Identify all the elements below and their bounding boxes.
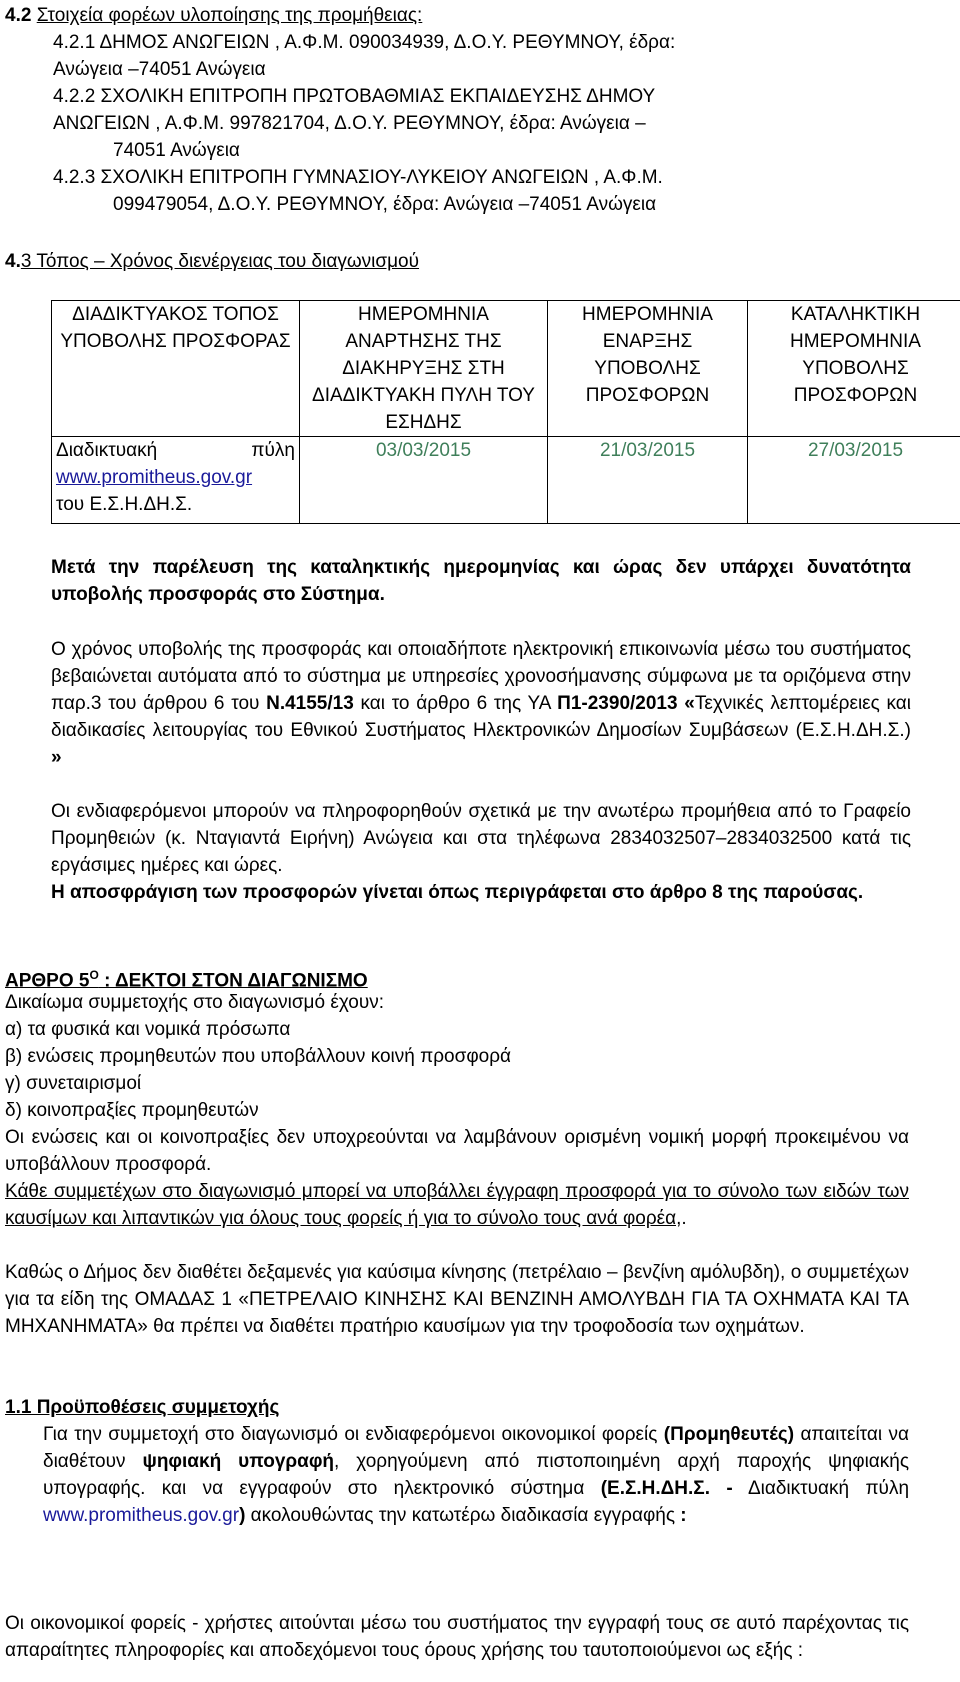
section-4-2-number: 4.2 xyxy=(5,5,32,26)
article-5-title-sup: Ο xyxy=(89,968,99,982)
final-paragraph: Οι οικονομικοί φορείς - χρήστες αιτούνται μέσω του συστήματος την εγγραφή τους σε αυτό παρέχοντας τις απαραίτητες πληροφορίες και αποδεχόμενοι τους όρους χρήσης του ταυτοποιούμενοι ως εξής : xyxy=(5,1613,909,1661)
section-4-2-heading xyxy=(5,2,422,29)
cell-end-date: 27/03/2015 xyxy=(748,437,960,524)
s11-portal-link[interactable]: www.promitheus.gov.gr xyxy=(43,1505,240,1526)
s11-p2: απαιτείται να διαθέτουν xyxy=(43,1424,909,1472)
section-4-3-number: 4. xyxy=(5,251,21,272)
section-1-1-paragraph xyxy=(43,1421,909,1529)
participant-tail: . xyxy=(681,1208,687,1229)
item-4-2-3-line1: 4.2.3 ΣΧΟΛΙΚΗ ΕΠΙΤΡΟΠΗ ΓΥΜΝΑΣΙΟΥ-ΛΥΚΕΙΟΥ ΑΝΩΓΕΙΩΝ , Α.Φ.Μ. xyxy=(53,167,663,188)
s11-p1: Για την συμμετοχή στο διαγωνισμό οι ενδιαφερόμενοι οικονομικοί φορείς xyxy=(43,1424,664,1445)
participant-paragraph xyxy=(5,1178,909,1232)
participant-text: Κάθε συμμετέχων στο διαγωνισμό μπορεί να υποβάλλει έγγραφη προσφορά για το σύνολο των ειδών των καυσίμων και λιπαντικών για όλους τους φορείς ή για το σύνολο τους ανά φορέα, xyxy=(5,1181,909,1229)
tender-dates-table xyxy=(51,300,960,524)
opening-paragraph: Η αποσφράγιση των προσφορών γίνεται όπως περιγράφεται στο άρθρο 8 της παρούσας. xyxy=(51,882,864,903)
cell-portal xyxy=(52,437,300,524)
item-4-2-1-line2: Ανώγεια –74051 Ανώγεια xyxy=(53,59,266,80)
s11-p5: ακολουθώντας την κατωτέρω διαδικασία εγγραφής xyxy=(245,1505,681,1526)
para1-decision: Π1-2390/2013 xyxy=(557,693,678,714)
header-cell-start-date: ΗΜΕΡΟΜΗΝΙΑ ΕΝΑΡΞΗΣ ΥΠΟΒΟΛΗΣ ΠΡΟΣΦΟΡΩΝ xyxy=(548,301,748,437)
portal-suffix: του Ε.Σ.Η.ΔΗ.Σ. xyxy=(56,494,193,515)
list-item: γ) συνεταιρισμοί xyxy=(5,1073,142,1094)
list-item: δ) κοινοπραξίες προμηθευτών xyxy=(5,1100,259,1121)
municipality-paragraph: Καθώς ο Δήμος δεν διαθέτει δεξαμενές για καύσιμα κίνησης (πετρέλαιο – βενζίνη αμόλυβδη), ο συμμετέχων για τα είδη της ΟΜΑΔΑΣ 1 «ΠΕΤΡΕΛΑΙΟ ΚΙΝΗΣΗΣ ΚΑΙ ΒΕΝΖΙΝΗ ΑΜΟΛΥΒΔΗ ΓΙΑ ΤΑ ΟΧΗΜΑΤΑ ΚΑΙ ΤΑ ΜΗΧΑΝΗΜΑΤΑ» θα πρέπει να διαθέτει πρατήριο καυσίμων για την τροφοδοσία των οχημάτων. xyxy=(5,1262,909,1337)
item-4-2-2-line1: 4.2.2 ΣΧΟΛΙΚΗ ΕΠΙΤΡΟΠΗ ΠΡΩΤΟΒΑΘΜΙΑΣ ΕΚΠΑΙΔΕΥΣΗΣ ΔΗΜΟΥ xyxy=(53,86,656,107)
para1-part1: Ο χρόνος υποβολής της προσφοράς και οποιαδήποτε ηλεκτρονική επικοινωνία μέσω του συστήματος βεβαιώνεται αυτόματα από το σύστημα με υπηρεσίες χρονοσήμανσης σύμφωνα με τα οριζόμενα στην παρ.3 του άρθρου 6 του xyxy=(51,639,911,714)
contact-paragraph: Οι ενδιαφερόμενοι μπορούν να πληροφορηθούν σχετικά με την ανωτέρω προμήθεια από το Γραφείο Προμηθειών (κ. Νταγιαντά Ειρήνη) Ανώγεια και στα τηλέφωνα 2834032507–2834032500 κατά τις εργάσιμες ημέρες και ώρες. xyxy=(51,801,911,876)
s11-p3: , χορηγούμενη από πιστοποιημένη αρχή παροχής ψηφιακής υπογραφής. και να εγγραφούν στο ηλεκτρονικό σύστημα xyxy=(43,1451,909,1499)
section-1-1-heading: 1.1 Προϋποθέσεις συμμετοχής xyxy=(5,1397,280,1418)
portal-line xyxy=(56,437,295,464)
section-4-3-title: 3 Τόπος – Χρόνος διενέργειας του διαγωνισμού xyxy=(20,251,420,272)
header-cell-posting-date: ΗΜΕΡΟΜΗΝΙΑ ΑΝΑΡΤΗΣΗΣ ΤΗΣ ΔΙΑΚΗΡΥΞΗΣ ΣΤΗ ΔΙΑΔΙΚΤΥΑΚΗ ΠΥΛΗ ΤΟΥ ΕΣΗΔΗΣ xyxy=(300,301,548,437)
para1-quote-close: » xyxy=(51,747,62,768)
unions-paragraph: Οι ενώσεις και οι κοινοπραξίες δεν υποχρεούνται να λαμβάνουν ορισμένη νομική μορφή προκειμένου να υποβάλλουν προσφορά. xyxy=(5,1127,909,1175)
s11-p1-bold: (Προμηθευτές) xyxy=(663,1424,795,1445)
section-4-2-title: Στοιχεία φορέων υλοποίησης της προμήθειας: xyxy=(36,5,423,26)
s11-p4: Διαδικτυακή πύλη xyxy=(732,1478,910,1499)
s11-p5-bold: : xyxy=(680,1505,687,1526)
deadline-notice: Μετά την παρέλευση της καταληκτικής ημερομηνίας και ώρας δεν υπάρχει δυνατότητα υποβολής προσφοράς στο Σύστημα. xyxy=(51,557,911,605)
cell-start-date: 21/03/2015 xyxy=(548,437,748,524)
para1-law: 4155/13 xyxy=(285,693,354,714)
list-item: α) τα φυσικά και νομικά πρόσωπα xyxy=(5,1019,291,1040)
para1-part2: και το άρθρο 6 της ΥΑ xyxy=(353,693,558,714)
table-row xyxy=(52,437,960,524)
para1-part3: Τεχνικές λεπτομέρειες και διαδικασίες λειτουργίας του Εθνικού Συστήματος Ηλεκτρονικών Δημοσίων Συμβάσεων (Ε.Σ.Η.ΔΗ.Σ.) xyxy=(51,693,911,741)
section-4-3-heading xyxy=(5,248,419,275)
item-4-2-2-line3: 74051 Ανώγεια xyxy=(113,140,240,161)
portal-word-1: Διαδικτυακή xyxy=(56,440,158,461)
item-4-2-2-line2: ΑΝΩΓΕΙΩΝ , Α.Φ.Μ. 997821704, Δ.Ο.Υ. ΡΕΘΥΜΝΟΥ, έδρα: Ανώγεια – xyxy=(53,113,646,134)
cell-posting-date: 03/03/2015 xyxy=(300,437,548,524)
submission-time-paragraph xyxy=(51,636,911,771)
portal-word-2: πύλη xyxy=(251,440,295,461)
table-header-row xyxy=(52,301,960,437)
article-5-title-post: : ΔΕΚΤΟΙ ΣΤΟΝ ΔΙΑΓΩΝΙΣΜΟ xyxy=(98,970,368,992)
s11-p4-bold: ) xyxy=(239,1505,246,1526)
portal-link[interactable]: www.promitheus.gov.gr xyxy=(56,467,253,488)
s11-p2-bold: ψηφιακή υπογραφή xyxy=(142,1451,335,1472)
para1-quote-open: « xyxy=(677,693,695,714)
s11-p3-bold: (Ε.Σ.Η.ΔΗ.Σ. - xyxy=(600,1478,733,1499)
item-4-2-3-line2: 099479054, Δ.Ο.Υ. ΡΕΘΥΜΝΟΥ, έδρα: Ανώγεια –74051 Ανώγεια xyxy=(113,194,657,215)
para1-law-prefix: Ν. xyxy=(266,693,286,714)
list-item: β) ενώσεις προμηθευτών που υποβάλλουν κοινή προσφορά xyxy=(5,1046,511,1067)
header-cell-end-date: ΚΑΤΑΛΗΚΤΙΚΗ ΗΜΕΡΟΜΗΝΙΑ ΥΠΟΒΟΛΗΣ ΠΡΟΣΦΟΡΩΝ xyxy=(748,301,960,437)
article-5-title-pre: ΑΡΘΡΟ 5 xyxy=(5,970,90,992)
article-5-intro: Δικαίωμα συμμετοχής στο διαγωνισμό έχουν: xyxy=(5,992,385,1013)
item-4-2-1-line1: 4.2.1 ΔΗΜΟΣ ΑΝΩΓΕΙΩΝ , Α.Φ.Μ. 090034939, Δ.Ο.Υ. ΡΕΘΥΜΝΟΥ, έδρα: xyxy=(53,32,676,53)
header-cell-portal: ΔΙΑΔΙΚΤΥΑΚΟΣ ΤΟΠΟΣ ΥΠΟΒΟΛΗΣ ΠΡΟΣΦΟΡΑΣ xyxy=(52,301,300,437)
